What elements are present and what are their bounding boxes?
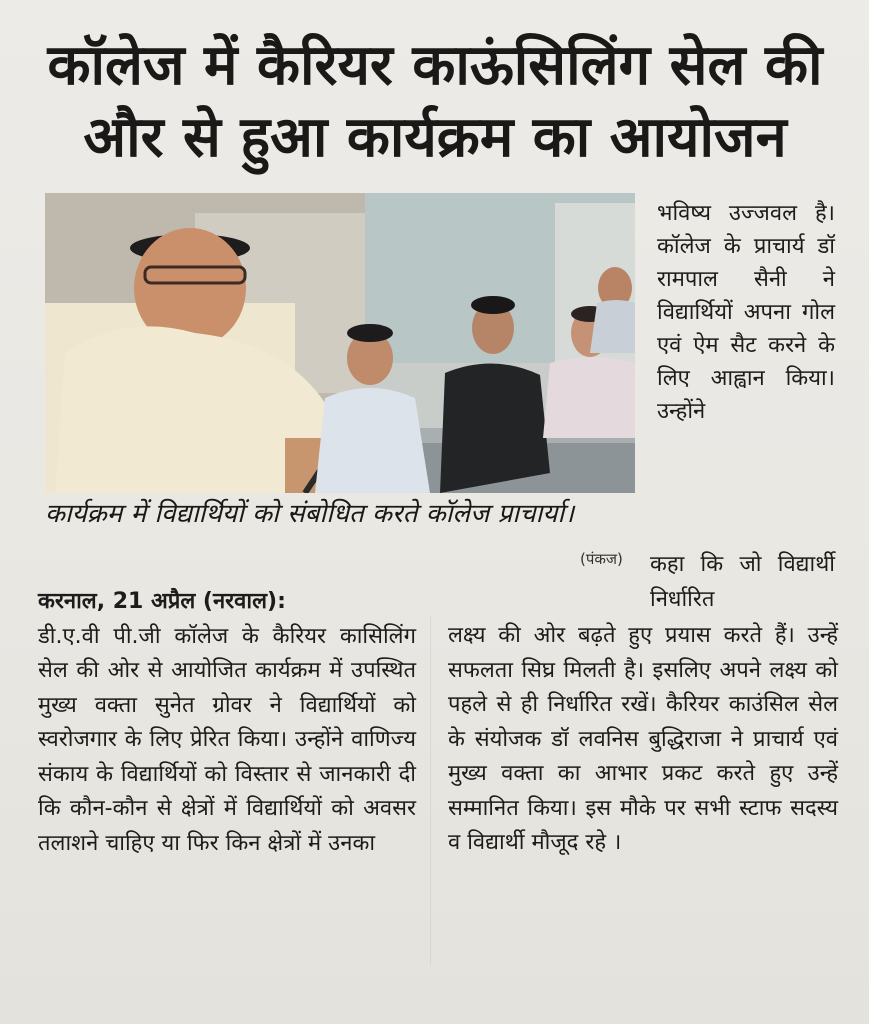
article-body-right-top: भविष्य उज्जवल है। कॉलेज के प्राचार्य डॉ रामपाल सैनी ने विद्यार्थियों अपना गोल एवं ऐम सैट करने के लिए आह्वान किया। उन्होंने	[657, 201, 835, 424]
article-body-left	[38, 585, 416, 861]
photo-credit: (पंकज)	[580, 550, 623, 568]
article-photo	[45, 193, 635, 493]
article-headline: कॉलेज में कैरियर काऊंसिलिंग सेल की और से हुआ कार्यक्रम का आयोजन	[47, 33, 823, 170]
event-photo-illustration	[45, 193, 635, 493]
article-body-right-mid: कहा कि जो विद्यार्थी निर्धारित	[650, 552, 835, 612]
column-divider	[430, 615, 431, 965]
photo-caption: कार्यक्रम में विद्यार्थियों को संबोधित करते कॉलेज प्राचार्या।	[45, 499, 575, 529]
article-body-left-text: डी.ए.वी पी.जी कॉलेज के कैरियर कासिलिंग सेल की ओर से आयोजित कार्यक्रम में उपस्थित मुख्य वक्ता सुनेत ग्रोवर ने विद्यार्थियों को स्वरोजगार के लिए प्रेरित किया। उन्होंने वाणिज्य संकाय के विद्यार्थियों को विस्तार से जानकारी दी कि कौन-कौन से क्षेत्रों में विद्यार्थियों को अवसर तलाशने चाहिए या फिर किन क्षेत्रों में उनका	[38, 623, 416, 856]
article-body-right-bottom: लक्ष्य की ओर बढ़ते हुए प्रयास करते हैं। उन्हें सफलता सिघ्र मिलती है। इसलिए अपने लक्ष्य को पहले से ही निर्धारित रखें। कैरियर काउंसिल सेल के संयोजक डॉ लवनिस बुद्धिराजा ने प्राचार्य एवं मुख्य वक्ता का आभार प्रकट करते हुए उन्हें सम्मानित किया। इस मौके पर सभी स्टाफ सदस्य व विद्यार्थी मौजूद रहे ।	[448, 623, 838, 855]
article-dateline: करनाल, 21 अप्रैल (नरवाल):	[38, 589, 286, 614]
